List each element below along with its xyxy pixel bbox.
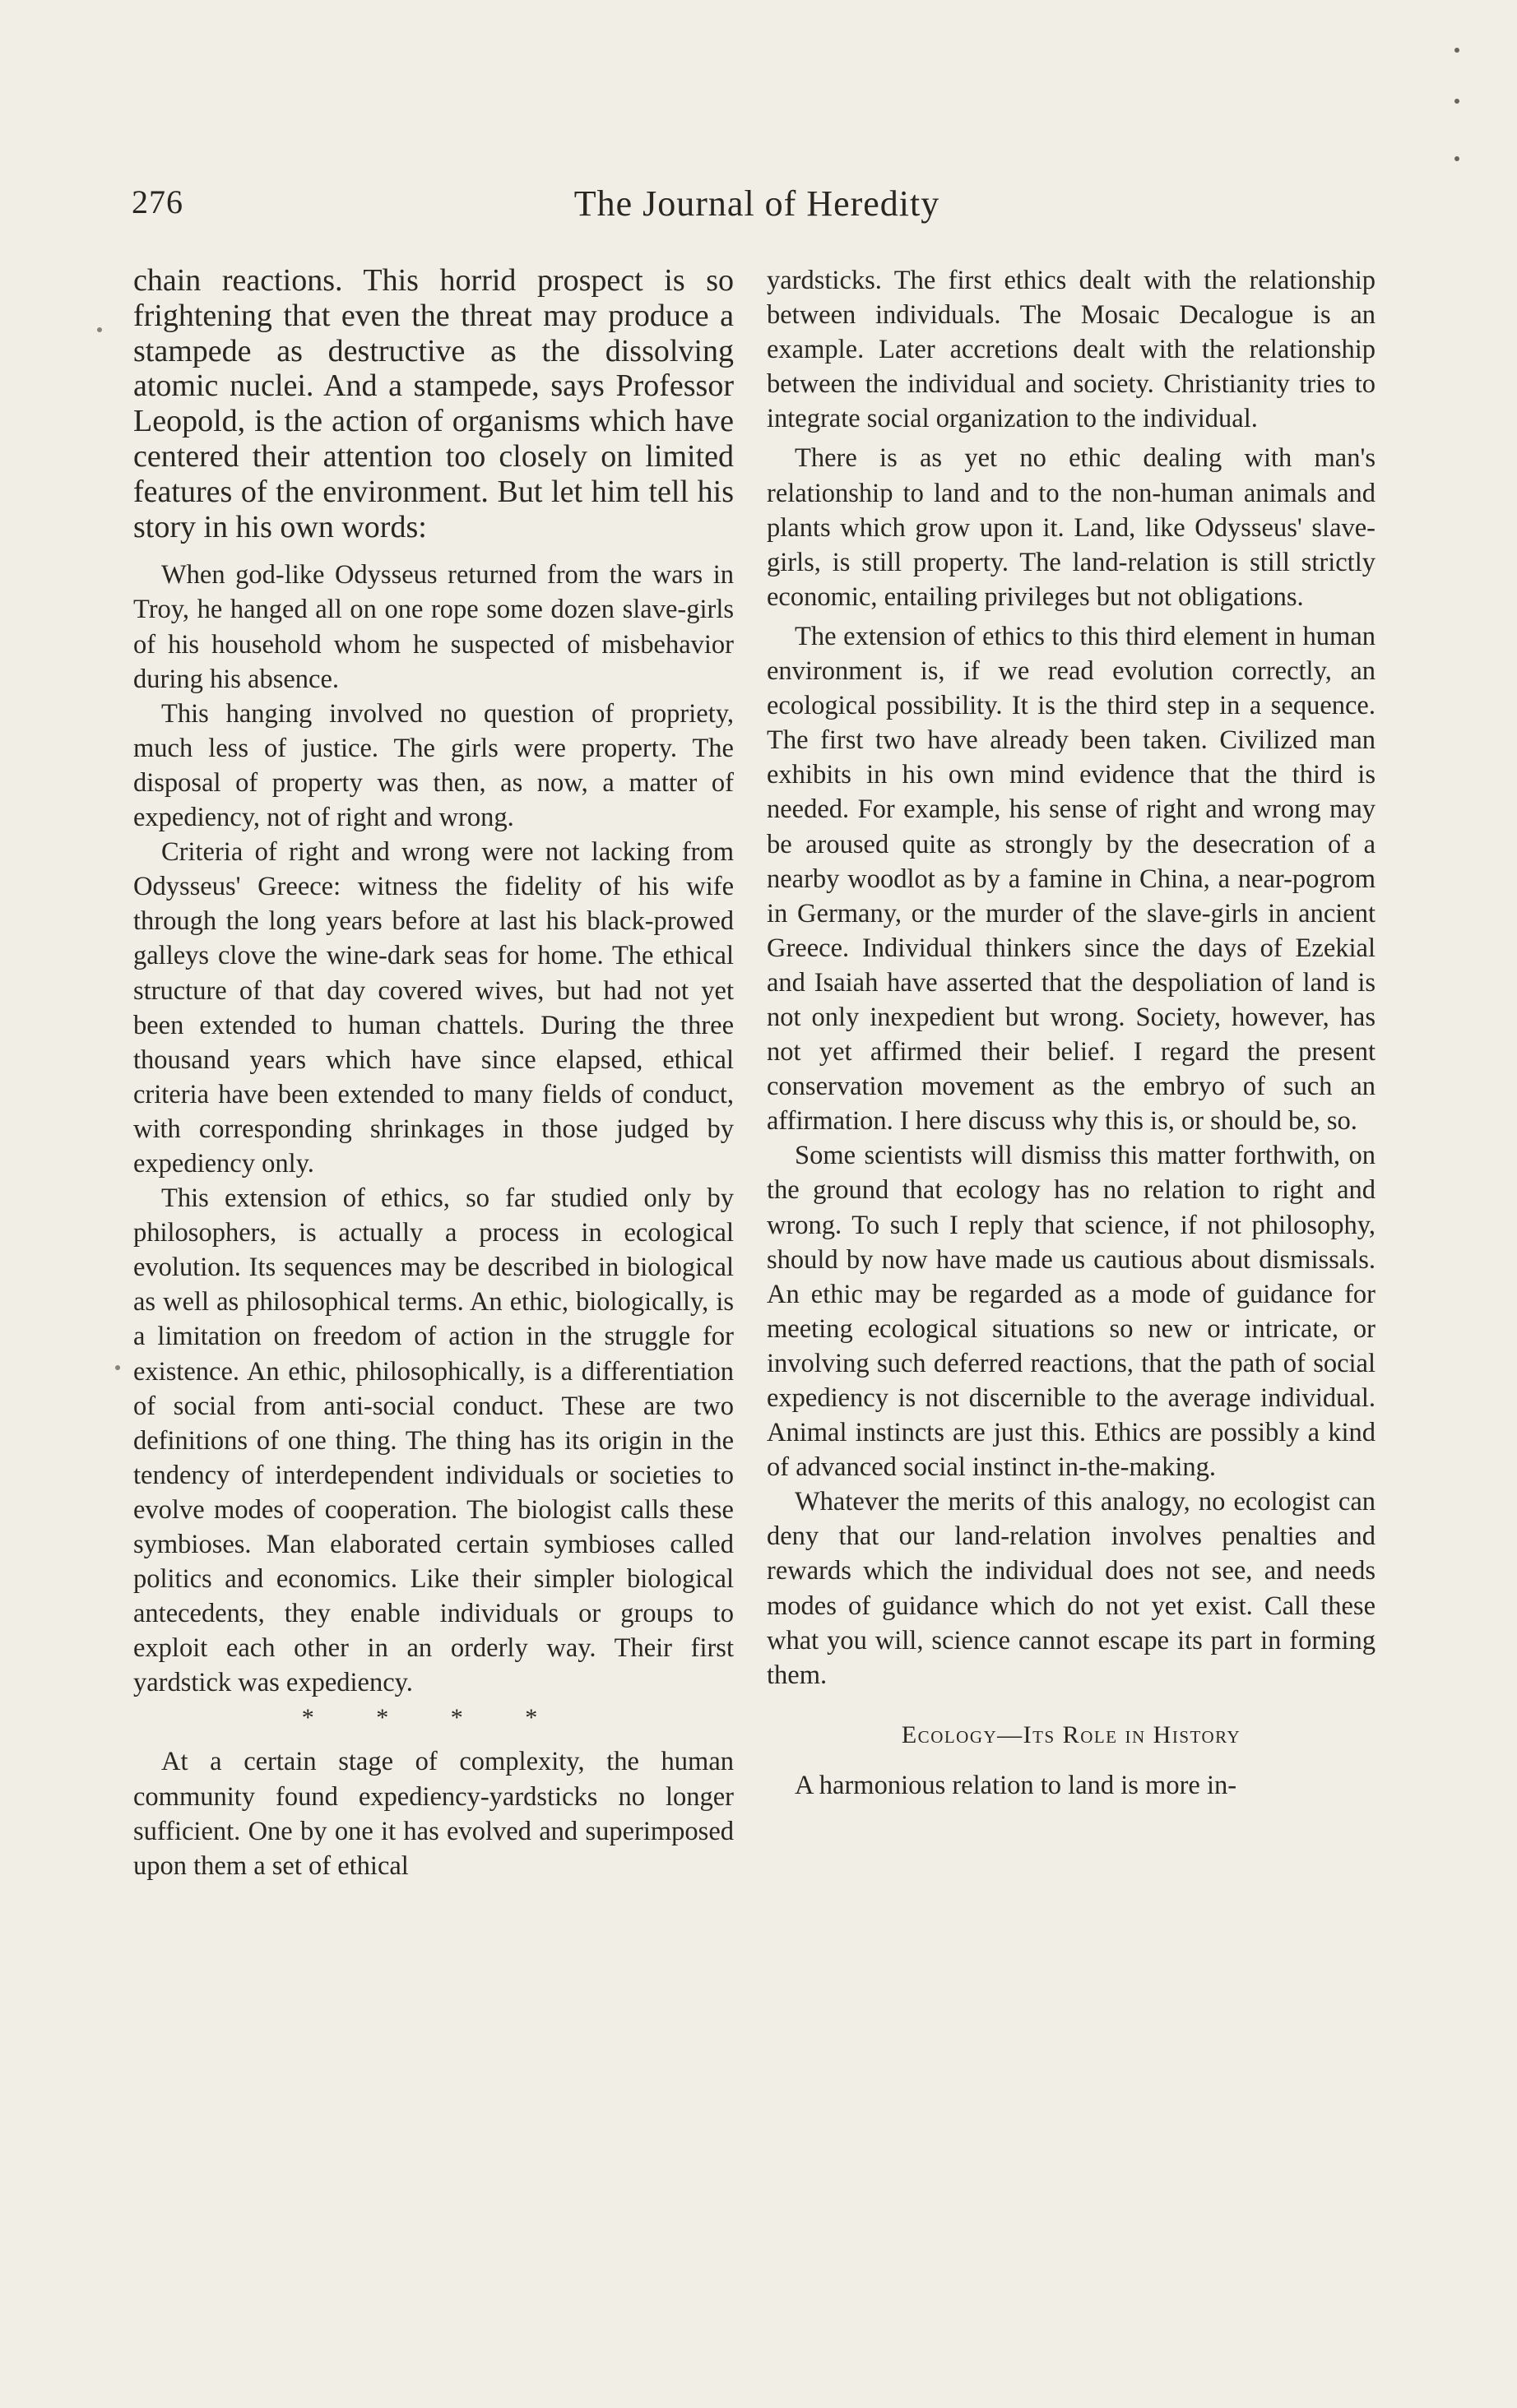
right-column xyxy=(767,263,1376,1803)
body-paragraph: yardsticks. The first ethics dealt with the relationship between individuals. The Mosaic Decalogue is an example. Later accretions dealt with the relationship between the individual and society. Christianity tries to integrate social organization to the individual. xyxy=(767,266,1376,434)
intro-paragraph: chain reactions. This horrid prospect is so frightening that even the threat may produce a stampede as destructive as the dissolving atomic nuclei. And a stampede, says Professor Leopold, is the action of organisms which have centered their attention too closely on limited features of the environment. But let him tell his story in his own words: xyxy=(133,263,734,544)
stray-mark xyxy=(97,327,102,332)
edge-mark xyxy=(1454,156,1459,161)
leopold-quote xyxy=(133,558,734,1700)
body-paragraph: The extension of ethics to this third element in human environment is, if we read evolution correctly, an ecological possibility. It is the third step in a sequence. The first two have already been taken. Civilized man exhibits in his own mind evidence that the third is needed. For example, his sense of right and wrong may be aroused quite as strongly by the desecration of a nearby woodlot as by a famine in China, a near-pogrom in Germany, or the murder of the slave-girls in ancient Greece. Individual thinkers since the days of Ezekial and Isaiah have asserted that the despoliation of land is not only inexpedient but wrong. Society, however, has not yet affirmed their belief. I regard the present conservation movement as the embryo of such an affirmation. I here discuss why this is, or should be, so. xyxy=(767,621,1376,1137)
body-paragraph: Some scientists will dismiss this matter forthwith, on the ground that ecology has no relation to right and wrong. To such I reply that science, if not philosophy, should by now have made us cautious about dismissals. An ethic may be regarded as a mode of guidance for meeting ecological situations so new or intricate, or involving such deferred reactions, that the path of social expediency is not discernible to the average individual. Animal instincts are just this. Ethics are possibly a kind of advanced social instinct in-the-making. xyxy=(767,1141,1376,1483)
section-separator: * * * * xyxy=(301,1704,566,1732)
final-paragraph: A harmonious relation to land is more in- xyxy=(795,1770,1237,1800)
edge-mark xyxy=(1454,48,1459,53)
body-paragraph: Whatever the merits of this analogy, no ecologist can deny that our land-relation involves penalties and rewards which the individual does not see, and needs modes of guidance which do not yet exist. Call these what you will, science cannot escape its part in forming them. xyxy=(767,1487,1376,1690)
quote-paragraph: Criteria of right and wrong were not lacking from Odysseus' Greece: witness the fidelity of his wife through the long years before at last his black-prowed galleys clove the wine-dark seas for home. The ethical structure of that day covered wives, but had not yet been extended to human chattels. During the three thousand years which have since elapsed, ethical criteria have been extended to many fields of conduct, with corresponding shrinkages in those judged by expediency only. xyxy=(133,837,734,1179)
left-column xyxy=(133,263,734,1883)
page-edge-marks xyxy=(1443,41,1459,173)
stray-mark xyxy=(115,1365,120,1370)
page-header xyxy=(132,183,1382,240)
quote-paragraph: This hanging involved no question of propriety, much less of justice. The girls were property. The disposal of property was then, as now, a matter of expediency, not of right and wrong. xyxy=(133,698,734,833)
quote-paragraph: When god-like Odysseus returned from the wars in Troy, he hanged all on one rope some dozen slave-girls of his household whom he suspected of misbehavior during his absence. xyxy=(133,560,734,694)
journal-title: The Journal of Heredity xyxy=(573,183,940,224)
body-paragraph: There is as yet no ethic dealing with man's relationship to land and to the non-human animals and plants which grow upon it. Land, like Odysseus' slave-girls, is still property. The land-relation is still strictly economic, entailing privileges but not obligations. xyxy=(767,443,1376,612)
section-heading: Ecology—Its Role in History xyxy=(901,1720,1241,1748)
page-number: 276 xyxy=(132,183,183,220)
quote-paragraph: This extension of ethics, so far studied only by philosophers, is actually a process in ecological evolution. Its sequences may be described in biological as well as philosophical terms. An ethic, biologically, is a limitation on freedom of action in the struggle for existence. An ethic, philosophically, is a differentiation of social from anti-social conduct. These are two definitions of one thing. The thing has its origin in the tendency of interdependent individuals or societies to evolve modes of cooperation. The biologist calls these symbioses. Man elaborated certain symbioses called politics and economics. Like their simpler biological antecedents, they enable individuals or groups to exploit each other in an orderly way. Their first yardstick was expediency. xyxy=(133,1183,734,1698)
closing-paragraph: At a certain stage of complexity, the human community found expediency-yardsticks no longer sufficient. One by one it has evolved and superimposed upon them a set of ethical xyxy=(133,1747,734,1881)
edge-mark xyxy=(1454,99,1459,104)
